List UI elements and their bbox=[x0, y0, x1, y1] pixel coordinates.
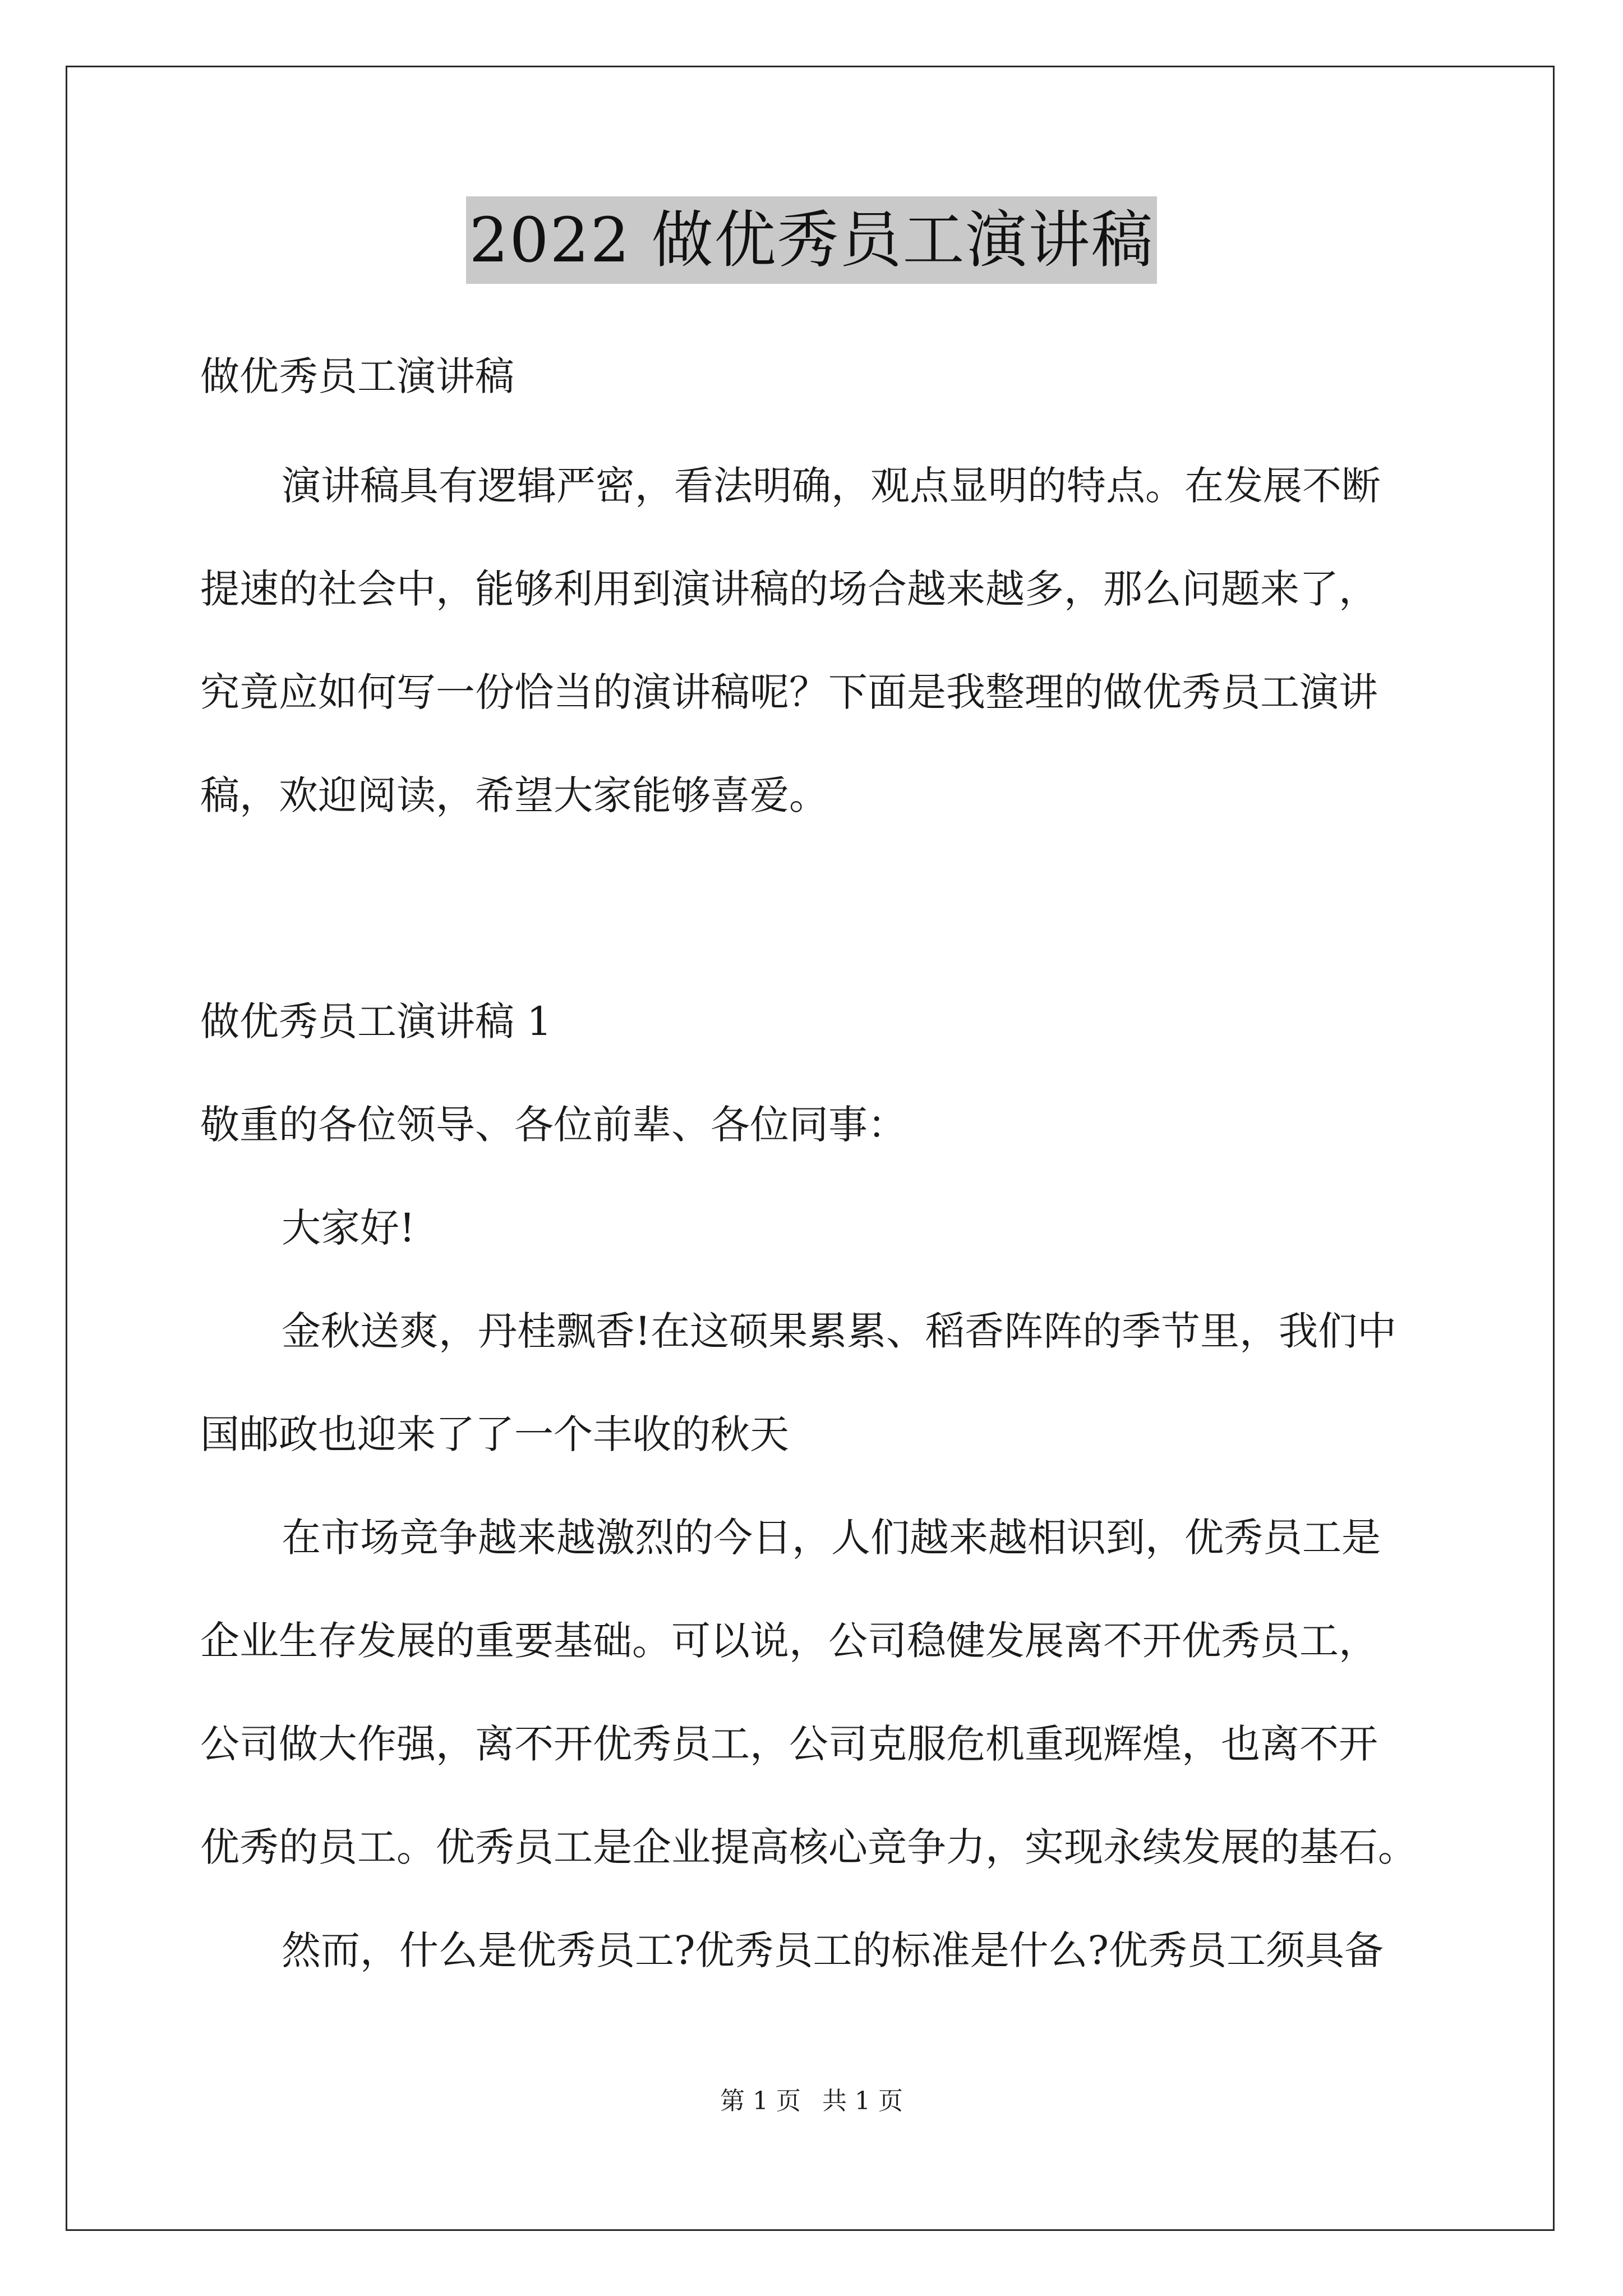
paragraph-line: 国邮政也迎来了了一个丰收的秋天 bbox=[200, 1411, 789, 1457]
paragraph-line: 在市场竞争越来越激烈的今日，人们越来越相识到，优秀员工是 bbox=[282, 1515, 1381, 1561]
subtitle-line: 做优秀员工演讲稿 bbox=[200, 353, 514, 399]
title-container bbox=[0, 196, 1623, 284]
paragraph-line: 究竟应如何写一份恰当的演讲稿呢？下面是我整理的做优秀员工演讲 bbox=[200, 669, 1378, 715]
paragraph-line: 大家好! bbox=[282, 1205, 416, 1251]
paragraph-line: 然而，什么是优秀员工?优秀员工的标准是什么?优秀员工须具备 bbox=[282, 1927, 1384, 1973]
page-number: 第 1 页 bbox=[720, 2087, 801, 2115]
paragraph-line: 稿，欢迎阅读，希望大家能够喜爱。 bbox=[200, 772, 828, 818]
salutation-line: 敬重的各位领导、各位前辈、各位同事： bbox=[200, 1102, 907, 1148]
paragraph-line: 金秋送爽，丹桂飘香!在这硕果累累、稻香阵阵的季节里，我们中 bbox=[282, 1308, 1397, 1354]
paragraph-line: 演讲稿具有逻辑严密，看法明确，观点显明的特点。在发展不断 bbox=[282, 463, 1381, 509]
page-footer bbox=[0, 2085, 1623, 2118]
section-heading: 做优秀员工演讲稿 1 bbox=[200, 999, 552, 1045]
document-title: 2022 做优秀员工演讲稿 bbox=[466, 196, 1158, 284]
paragraph-line: 企业生存发展的重要基础。可以说，公司稳健发展离不开优秀员工， bbox=[200, 1618, 1378, 1664]
paragraph-line: 提速的社会中，能够利用到演讲稿的场合越来越多，那么问题来了， bbox=[200, 566, 1378, 612]
paragraph-line: 公司做大作强，离不开优秀员工，公司克服危机重现辉煌，也离不开 bbox=[200, 1721, 1378, 1767]
paragraph-line: 优秀的员工。优秀员工是企业提高核心竞争力，实现永续发展的基石。 bbox=[200, 1824, 1417, 1870]
page-total: 共 1 页 bbox=[822, 2087, 903, 2115]
